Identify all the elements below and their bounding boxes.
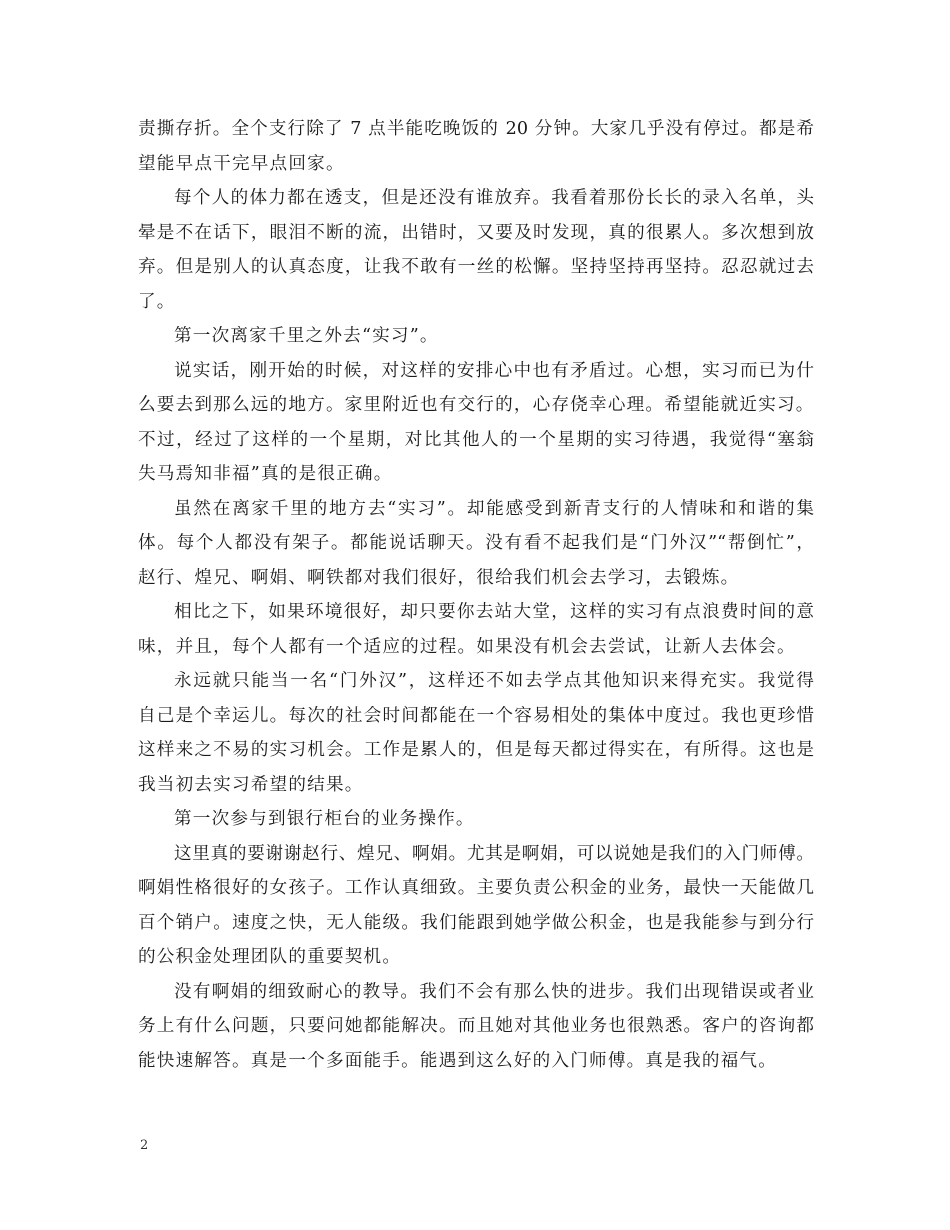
- text-line: 自己是个幸运儿。每次的社会时间都能在一个容易相处的集体中度过。我也更珍惜: [138, 705, 814, 726]
- text-line: 失马焉知非福”真的是很正确。: [138, 464, 393, 484]
- text-line: 百个销户。速度之快，无人能级。我们能跟到她学做公积金，也是我能参与到分行: [138, 912, 814, 933]
- text-line: 责撕存折。全个支行除了 7 点半能吃晚饭的 20 分钟。大家几乎没有停过。都是希: [138, 119, 814, 139]
- page-number: 2: [140, 1138, 149, 1153]
- text-line: 味，并且，每个人都有一个适应的过程。如果没有机会去尝试，让新人去体会。: [138, 636, 796, 657]
- text-line: 弃。但是别人的认真态度，让我不敢有一丝的松懈。坚持坚持再坚持。忍忍就过去: [138, 257, 814, 277]
- text-line: 了。: [138, 291, 176, 312]
- text-line: 没有啊娟的细致耐心的教导。我们不会有那么快的进步。我们出现错误或者业: [174, 981, 814, 1002]
- text-line: 赵行、煌兄、啊娟、啊铁都对我们很好，很给我们机会去学习，去锻炼。: [138, 567, 740, 588]
- text-line: 体。每个人都没有架子。都能说话聊天。没有看不起我们是“门外汉”“帮倒忙”，: [138, 533, 814, 553]
- text-line: 不过，经过了这样的一个星期，对比其他人的一个星期的实习待遇，我觉得“塞翁: [138, 429, 814, 450]
- text-line: 这样来之不易的实习机会。工作是累人的，但是每天都过得实在，有所得。这也是: [138, 740, 814, 760]
- text-line: 望能早点干完早点回家。: [138, 153, 345, 174]
- text-line: 晕是不在话下，眼泪不断的流，出错时，又要及时发现，真的很累人。多次想到放: [138, 222, 814, 243]
- text-line: 能快速解答。真是一个多面能手。能遇到这么好的入门师傅。真是我的福气。: [138, 1050, 777, 1071]
- text-line: 我当初去实习希望的结果。: [138, 774, 364, 795]
- text-line: 务上有什么问题，只要问她都能解决。而且她对其他业务也很熟悉。客户的咨询都: [138, 1016, 814, 1036]
- document-body: [138, 112, 814, 1078]
- text-line: 这里真的要谢谢赵行、煌兄、啊娟。尤其是啊娟，可以说她是我们的入门师傅。: [174, 843, 814, 864]
- text-line: 第一次离家千里之外去“实习”。: [174, 326, 439, 346]
- text-line: 永远就只能当一名“门外汉”，这样还不如去学点其他知识来得充实。我觉得: [174, 671, 814, 691]
- text-line: 说实话，刚开始的时候，对这样的安排心中也有矛盾过。心想，实习而已为什: [174, 360, 814, 381]
- text-line: 第一次参与到银行柜台的业务操作。: [174, 809, 475, 829]
- text-line: 每个人的体力都在透支，但是还没有谁放弃。我看着那份长长的录入名单，头: [174, 188, 814, 208]
- text-line: 相比之下，如果环境很好，却只要你去站大堂，这样的实习有点浪费时间的意: [174, 602, 814, 622]
- text-line: 虽然在离家千里的地方去“实习”。却能感受到新青支行的人情味和和谐的集: [174, 498, 814, 519]
- text-line: 么要去到那么远的地方。家里附近也有交行的，心存侥幸心理。希望能就近实习。: [138, 395, 815, 415]
- text-line: 的公积金处理团队的重要契机。: [138, 947, 402, 967]
- text-line: 啊娟性格很好的女孩子。工作认真细致。主要负责公积金的业务，最快一天能做几: [138, 878, 814, 898]
